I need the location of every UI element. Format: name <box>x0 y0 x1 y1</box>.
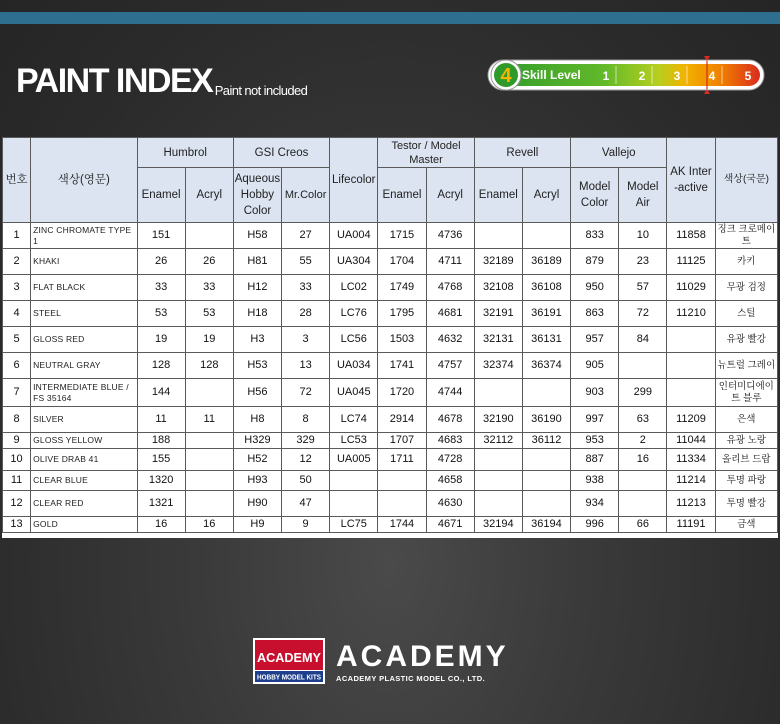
cell-no: 1 <box>3 223 31 249</box>
cell-testor-acryl: 4630 <box>426 491 474 517</box>
cell-humbrol-acryl <box>185 379 233 407</box>
cell-testor-enamel: 1704 <box>378 249 426 275</box>
cell-gsi-aqueous: H81 <box>233 249 281 275</box>
cell-kr: 인터미디에이트 블루 <box>715 379 777 407</box>
cell-vallejo-model-air: 84 <box>619 327 667 353</box>
cell-kr: 스틸 <box>715 301 777 327</box>
cell-humbrol-enamel: 128 <box>137 353 185 379</box>
cell-name: CLEAR RED <box>31 491 137 517</box>
cell-humbrol-enamel: 16 <box>137 517 185 533</box>
skill-level-indicator <box>486 54 766 96</box>
cell-humbrol-acryl: 19 <box>185 327 233 353</box>
cell-vallejo-model-air: 66 <box>619 517 667 533</box>
cell-revell-acryl <box>522 471 570 491</box>
cell-name: GLOSS YELLOW <box>31 433 137 449</box>
cell-revell-enamel: 32189 <box>474 249 522 275</box>
testor-header: Testor / Model Master <box>378 138 474 168</box>
table-row <box>3 433 778 449</box>
revell-acryl-header: Acryl <box>522 168 570 223</box>
humbrol-enamel-header: Enamel <box>137 168 185 223</box>
skill-value: 4 <box>500 65 512 87</box>
academy-brand <box>336 642 509 683</box>
cell-humbrol-acryl: 128 <box>185 353 233 379</box>
cell-gsi-aqueous: H9 <box>233 517 281 533</box>
col-kr-header: 색상(국문) <box>715 138 777 223</box>
cell-testor-enamel: 2914 <box>378 407 426 433</box>
table-row <box>3 471 778 491</box>
lifecolor-header: Lifecolor <box>330 138 378 223</box>
cell-ak <box>667 379 715 407</box>
cell-revell-enamel <box>474 223 522 249</box>
cell-humbrol-acryl <box>185 449 233 471</box>
humbrol-header: Humbrol <box>137 138 233 168</box>
cell-revell-acryl: 36191 <box>522 301 570 327</box>
testor-enamel-header: Enamel <box>378 168 426 223</box>
cell-humbrol-enamel: 155 <box>137 449 185 471</box>
cell-vallejo-model-air: 23 <box>619 249 667 275</box>
cell-vallejo-model-air: 63 <box>619 407 667 433</box>
cell-vallejo-model-color: 905 <box>571 353 619 379</box>
cell-lifecolor: LC02 <box>330 275 378 301</box>
cell-no: 2 <box>3 249 31 275</box>
cell-revell-enamel <box>474 379 522 407</box>
cell-vallejo-model-color: 903 <box>571 379 619 407</box>
cell-revell-enamel: 32112 <box>474 433 522 449</box>
cell-revell-acryl: 36108 <box>522 275 570 301</box>
cell-gsi-mrcolor: 55 <box>282 249 330 275</box>
cell-testor-acryl: 4683 <box>426 433 474 449</box>
cell-revell-acryl: 36194 <box>522 517 570 533</box>
cell-revell-acryl <box>522 491 570 517</box>
cell-no: 13 <box>3 517 31 533</box>
cell-name: GLOSS RED <box>31 327 137 353</box>
col-name-header: 색상(영문) <box>31 138 137 223</box>
cell-name: FLAT BLACK <box>31 275 137 301</box>
cell-ak: 11858 <box>667 223 715 249</box>
cell-gsi-mrcolor: 3 <box>282 327 330 353</box>
cell-lifecolor: UA005 <box>330 449 378 471</box>
cell-kr: 은색 <box>715 407 777 433</box>
skill-step-2: 2 <box>638 69 646 83</box>
cell-revell-enamel <box>474 471 522 491</box>
badge-bottom-text: HOBBY MODEL KITS <box>257 674 322 682</box>
cell-kr: 유광 노랑 <box>715 433 777 449</box>
cell-revell-acryl: 36190 <box>522 407 570 433</box>
cell-vallejo-model-air: 72 <box>619 301 667 327</box>
cell-humbrol-enamel: 1321 <box>137 491 185 517</box>
paint-index-table <box>2 137 778 538</box>
cell-name: CLEAR BLUE <box>31 471 137 491</box>
cell-vallejo-model-air <box>619 491 667 517</box>
cell-humbrol-enamel: 53 <box>137 301 185 327</box>
cell-no: 6 <box>3 353 31 379</box>
cell-lifecolor <box>330 471 378 491</box>
brand-wordmark: ACADEMY <box>336 640 509 673</box>
cell-no: 9 <box>3 433 31 449</box>
gsi-creos-header: GSI Creos <box>233 138 329 168</box>
cell-testor-acryl: 4757 <box>426 353 474 379</box>
cell-humbrol-enamel: 33 <box>137 275 185 301</box>
cell-vallejo-model-color: 879 <box>571 249 619 275</box>
page-subtitle: - Paint not included <box>208 83 308 98</box>
cell-name: INTERMEDIATE BLUE / FS 35164 <box>31 379 137 407</box>
cell-testor-acryl: 4711 <box>426 249 474 275</box>
cell-gsi-aqueous: H329 <box>233 433 281 449</box>
table-row <box>3 223 778 249</box>
cell-testor-enamel: 1711 <box>378 449 426 471</box>
cell-ak: 11210 <box>667 301 715 327</box>
gsi-aqueous-header: Aqueous Hobby Color <box>233 168 281 223</box>
table-row <box>3 491 778 517</box>
skill-label: Skill Level <box>522 68 581 82</box>
cell-no: 10 <box>3 449 31 471</box>
cell-vallejo-model-air: 10 <box>619 223 667 249</box>
cell-name: ZINC CHROMATE TYPE 1 <box>31 223 137 249</box>
vallejo-model-color-header: Model Color <box>571 168 619 223</box>
cell-revell-enamel: 32131 <box>474 327 522 353</box>
cell-vallejo-model-air: 16 <box>619 449 667 471</box>
table-row <box>3 449 778 471</box>
cell-humbrol-acryl <box>185 471 233 491</box>
ak-header: AK Inter -active <box>667 138 715 223</box>
cell-revell-enamel: 32374 <box>474 353 522 379</box>
vallejo-model-air-header: Model Air <box>619 168 667 223</box>
table-row <box>3 517 778 533</box>
cell-vallejo-model-color: 887 <box>571 449 619 471</box>
cell-humbrol-acryl <box>185 223 233 249</box>
skill-step-5: 5 <box>744 69 752 83</box>
cell-gsi-mrcolor: 27 <box>282 223 330 249</box>
cell-name: OLIVE DRAB 41 <box>31 449 137 471</box>
cell-vallejo-model-color: 953 <box>571 433 619 449</box>
cell-gsi-aqueous: H53 <box>233 353 281 379</box>
cell-gsi-aqueous: H18 <box>233 301 281 327</box>
cell-ak: 11214 <box>667 471 715 491</box>
cell-no: 4 <box>3 301 31 327</box>
cell-testor-acryl: 4678 <box>426 407 474 433</box>
table-row <box>3 275 778 301</box>
cell-humbrol-acryl: 16 <box>185 517 233 533</box>
cell-vallejo-model-color: 863 <box>571 301 619 327</box>
cell-ak: 11191 <box>667 517 715 533</box>
cell-testor-enamel: 1741 <box>378 353 426 379</box>
cell-ak: 11125 <box>667 249 715 275</box>
cell-humbrol-enamel: 11 <box>137 407 185 433</box>
cell-no: 7 <box>3 379 31 407</box>
cell-revell-enamel: 32190 <box>474 407 522 433</box>
cell-gsi-mrcolor: 8 <box>282 407 330 433</box>
cell-gsi-mrcolor: 329 <box>282 433 330 449</box>
cell-humbrol-acryl: 53 <box>185 301 233 327</box>
cell-ak: 11209 <box>667 407 715 433</box>
cell-lifecolor: LC75 <box>330 517 378 533</box>
cell-gsi-mrcolor: 33 <box>282 275 330 301</box>
col-no-header: 번호 <box>3 138 31 223</box>
cell-kr: 무광 검정 <box>715 275 777 301</box>
cell-ak <box>667 353 715 379</box>
cell-vallejo-model-air: 299 <box>619 379 667 407</box>
cell-gsi-aqueous: H3 <box>233 327 281 353</box>
cell-no: 11 <box>3 471 31 491</box>
table-row <box>3 353 778 379</box>
cell-lifecolor: UA045 <box>330 379 378 407</box>
cell-lifecolor: LC74 <box>330 407 378 433</box>
cell-gsi-aqueous: H52 <box>233 449 281 471</box>
table-row <box>3 249 778 275</box>
cell-vallejo-model-color: 934 <box>571 491 619 517</box>
cell-name: GOLD <box>31 517 137 533</box>
cell-gsi-aqueous: H56 <box>233 379 281 407</box>
cell-testor-enamel <box>378 491 426 517</box>
cell-humbrol-enamel: 26 <box>137 249 185 275</box>
cell-gsi-mrcolor: 12 <box>282 449 330 471</box>
cell-revell-acryl <box>522 449 570 471</box>
cell-lifecolor: LC76 <box>330 301 378 327</box>
cell-gsi-aqueous: H93 <box>233 471 281 491</box>
cell-humbrol-enamel: 151 <box>137 223 185 249</box>
skill-step-3: 3 <box>673 69 681 83</box>
cell-humbrol-enamel: 144 <box>137 379 185 407</box>
cell-lifecolor: LC56 <box>330 327 378 353</box>
cell-ak: 11334 <box>667 449 715 471</box>
humbrol-acryl-header: Acryl <box>185 168 233 223</box>
revell-enamel-header: Enamel <box>474 168 522 223</box>
cell-testor-enamel <box>378 471 426 491</box>
top-accent-bar <box>0 12 780 24</box>
cell-testor-enamel: 1795 <box>378 301 426 327</box>
cell-testor-enamel: 1707 <box>378 433 426 449</box>
cell-revell-enamel <box>474 491 522 517</box>
skill-step-4: 4 <box>708 69 716 83</box>
cell-name: SILVER <box>31 407 137 433</box>
cell-ak: 11044 <box>667 433 715 449</box>
cell-name: NEUTRAL GRAY <box>31 353 137 379</box>
cell-lifecolor: UA034 <box>330 353 378 379</box>
cell-ak: 11213 <box>667 491 715 517</box>
cell-revell-acryl <box>522 223 570 249</box>
cell-vallejo-model-color: 996 <box>571 517 619 533</box>
badge-top-text: ACADEMY <box>257 650 322 665</box>
cell-kr: 투명 빨강 <box>715 491 777 517</box>
cell-no: 12 <box>3 491 31 517</box>
cell-lifecolor: UA004 <box>330 223 378 249</box>
cell-vallejo-model-color: 833 <box>571 223 619 249</box>
cell-gsi-mrcolor: 50 <box>282 471 330 491</box>
cell-testor-acryl: 4681 <box>426 301 474 327</box>
cell-no: 3 <box>3 275 31 301</box>
cell-testor-acryl: 4768 <box>426 275 474 301</box>
cell-testor-acryl: 4658 <box>426 471 474 491</box>
vallejo-header: Vallejo <box>571 138 667 168</box>
revell-header: Revell <box>474 138 570 168</box>
cell-name: KHAKI <box>31 249 137 275</box>
cell-kr: 올리브 드랍 <box>715 449 777 471</box>
cell-kr: 카키 <box>715 249 777 275</box>
testor-acryl-header: Acryl <box>426 168 474 223</box>
cell-lifecolor <box>330 491 378 517</box>
table-row <box>3 301 778 327</box>
cell-testor-acryl: 4632 <box>426 327 474 353</box>
table-row <box>3 379 778 407</box>
cell-testor-acryl: 4736 <box>426 223 474 249</box>
cell-humbrol-acryl: 33 <box>185 275 233 301</box>
cell-ak <box>667 327 715 353</box>
cell-humbrol-acryl: 11 <box>185 407 233 433</box>
cell-lifecolor: UA304 <box>330 249 378 275</box>
cell-lifecolor: LC53 <box>330 433 378 449</box>
cell-gsi-mrcolor: 72 <box>282 379 330 407</box>
gsi-mrcolor-header: Mr.Color <box>282 168 330 223</box>
cell-vallejo-model-color: 950 <box>571 275 619 301</box>
cell-testor-enamel: 1720 <box>378 379 426 407</box>
cell-name: STEEL <box>31 301 137 327</box>
cell-testor-enamel: 1749 <box>378 275 426 301</box>
cell-revell-enamel: 32194 <box>474 517 522 533</box>
cell-revell-acryl <box>522 379 570 407</box>
skill-step-1: 1 <box>602 69 610 83</box>
cell-revell-enamel: 32191 <box>474 301 522 327</box>
cell-revell-enamel <box>474 449 522 471</box>
cell-kr: 징크 크로메이트 <box>715 223 777 249</box>
table-row <box>3 407 778 433</box>
cell-revell-acryl: 36189 <box>522 249 570 275</box>
cell-revell-enamel: 32108 <box>474 275 522 301</box>
cell-testor-acryl: 4728 <box>426 449 474 471</box>
cell-kr: 유광 빨강 <box>715 327 777 353</box>
cell-testor-enamel: 1744 <box>378 517 426 533</box>
cell-gsi-mrcolor: 9 <box>282 517 330 533</box>
cell-humbrol-acryl <box>185 491 233 517</box>
cell-kr: 투명 파랑 <box>715 471 777 491</box>
cell-testor-enamel: 1715 <box>378 223 426 249</box>
cell-testor-enamel: 1503 <box>378 327 426 353</box>
cell-kr: 금색 <box>715 517 777 533</box>
cell-vallejo-model-air <box>619 471 667 491</box>
cell-humbrol-acryl: 26 <box>185 249 233 275</box>
cell-vallejo-model-air: 57 <box>619 275 667 301</box>
cell-revell-acryl: 36131 <box>522 327 570 353</box>
cell-humbrol-enamel: 19 <box>137 327 185 353</box>
cell-vallejo-model-color: 997 <box>571 407 619 433</box>
cell-gsi-aqueous: H8 <box>233 407 281 433</box>
cell-gsi-aqueous: H58 <box>233 223 281 249</box>
cell-vallejo-model-color: 938 <box>571 471 619 491</box>
cell-testor-acryl: 4744 <box>426 379 474 407</box>
cell-kr: 뉴트럴 그레이 <box>715 353 777 379</box>
cell-vallejo-model-color: 957 <box>571 327 619 353</box>
cell-gsi-mrcolor: 13 <box>282 353 330 379</box>
cell-humbrol-enamel: 188 <box>137 433 185 449</box>
cell-testor-acryl: 4671 <box>426 517 474 533</box>
cell-revell-acryl: 36112 <box>522 433 570 449</box>
brand-subtitle: ACADEMY PLASTIC MODEL CO., LTD. <box>336 674 486 683</box>
cell-gsi-aqueous: H12 <box>233 275 281 301</box>
cell-no: 8 <box>3 407 31 433</box>
cell-humbrol-acryl <box>185 433 233 449</box>
cell-revell-acryl: 36374 <box>522 353 570 379</box>
cell-vallejo-model-air <box>619 353 667 379</box>
academy-hobby-badge <box>253 638 325 684</box>
cell-no: 5 <box>3 327 31 353</box>
cell-humbrol-enamel: 1320 <box>137 471 185 491</box>
cell-gsi-mrcolor: 47 <box>282 491 330 517</box>
cell-gsi-aqueous: H90 <box>233 491 281 517</box>
cell-ak: 11029 <box>667 275 715 301</box>
cell-gsi-mrcolor: 28 <box>282 301 330 327</box>
page-title: PAINT INDEX <box>16 62 213 100</box>
table-row <box>3 327 778 353</box>
cell-vallejo-model-air: 2 <box>619 433 667 449</box>
